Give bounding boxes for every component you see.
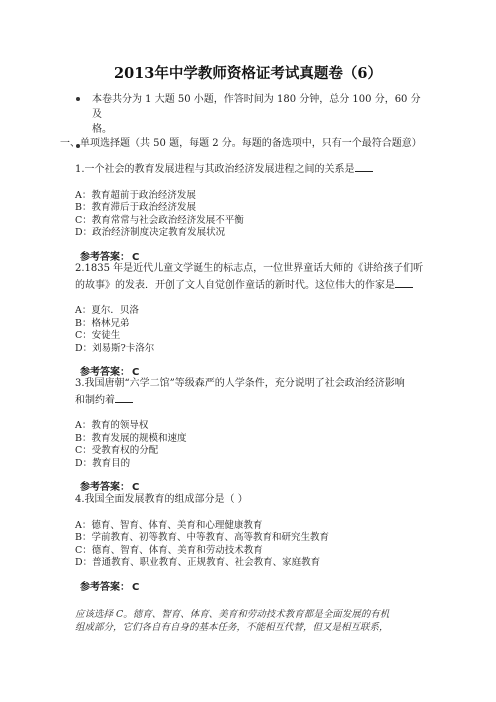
- question-1: [75, 161, 435, 265]
- option-b: B：学前教育、初等教育、中等教育、高等教育和研究生教育: [75, 532, 329, 543]
- option-c: C：安徒生: [75, 330, 121, 341]
- section-heading: 一、单项选择题（共 50 题，每题 2 分。每题的备选项中，只有一个最符合题意）: [60, 138, 422, 149]
- option-list: [75, 520, 435, 570]
- option-d: D：教育目的: [75, 457, 131, 469]
- option-list: [75, 305, 435, 355]
- question-stem-line-1: 1.一个社会的教育发展进程与其政治经济发展进程之间的关系是: [75, 164, 355, 175]
- bullet-icon: [76, 97, 80, 101]
- explanation-line-2: 组成部分，它们各自有自身的基本任务，不能相互代替，但又是相互联系，: [75, 622, 389, 633]
- option-c: C：教育常常与社会政治经济发展不平衡: [75, 214, 244, 226]
- option-a: A：教育的领导权: [75, 420, 149, 431]
- intro-line-1: 本卷共分为 1 大题 50 小题，作答时间为 180 分钟，总分 100 分，60 分及: [92, 94, 421, 120]
- explanation-line-1: 应该选择 C。德育、智育、体育、美育和劳动技术教育都是全面发展的有机: [75, 609, 390, 620]
- option-c: C：德育、智育、体育、美育和劳动技术教育: [75, 544, 263, 556]
- answer-value: C: [132, 581, 140, 593]
- question-stem-line-1: 2.1835 年是近代儿童文学诞生的标志点，一位世界童话大师的《讲给孩子们听: [75, 263, 424, 274]
- option-d: D：政治经济制度决定教育发展状况: [75, 227, 226, 238]
- question-stem: [75, 262, 435, 293]
- intro-item: [76, 92, 426, 137]
- option-b: B：教育滞后于政治经济发展: [75, 202, 196, 213]
- page-title: 2013年中学教师资格证考试真题卷（6）: [114, 65, 382, 82]
- answer-label: 参考答案：: [80, 251, 130, 263]
- answer-value: C: [132, 482, 140, 493]
- question-3: [75, 377, 435, 496]
- answer-value: C: [132, 251, 140, 263]
- question-stem-line-2: 和制约着: [75, 394, 115, 406]
- question-4: [75, 493, 435, 595]
- question-stem: [75, 161, 435, 178]
- question-stem: [75, 493, 435, 508]
- option-a: A：德育、智育、体育、美育和心理健康教育: [75, 519, 263, 531]
- reference-answer: [80, 581, 435, 596]
- question-stem-line-1: 4.我国全面发展教育的组成部分是（ ）: [75, 494, 248, 505]
- question-stem-line-2: 的故事》的发表．开创了文人自觉创作童话的新时代。这位伟大的作家是: [75, 279, 395, 291]
- answer-blank: [115, 392, 133, 403]
- option-a: A：夏尔．贝洛: [75, 305, 139, 316]
- answer-blank: [355, 161, 373, 172]
- option-d: D：刘易斯?卡洛尔: [75, 342, 155, 354]
- answer-label: 参考答案：: [80, 367, 130, 378]
- question-2: [75, 262, 435, 381]
- option-c: C：受教育权的分配: [75, 445, 159, 456]
- option-a: A：教育超前于政治经济发展: [75, 189, 196, 201]
- answer-label: 参考答案：: [80, 581, 130, 593]
- answer-blank: [395, 277, 413, 288]
- answer-label: 参考答案：: [80, 482, 130, 493]
- option-d: D：普通教育、职业教育、正规教育、社会教育、家庭教育: [75, 557, 321, 568]
- question-stem: [75, 377, 435, 408]
- option-list: [75, 190, 435, 240]
- question-stem-line-1: 3.我国唐朝“六学二馆”等级森严的人学条件，充分说明了社会政治经济影响: [75, 378, 405, 389]
- intro-line-2: 格。: [92, 124, 112, 135]
- answer-value: C: [132, 367, 140, 378]
- answer-explanation: [75, 608, 435, 634]
- option-b: B：格林兄弟: [75, 317, 130, 329]
- option-b: B：教育发展的规模和速度: [75, 432, 187, 444]
- option-list: [75, 420, 435, 470]
